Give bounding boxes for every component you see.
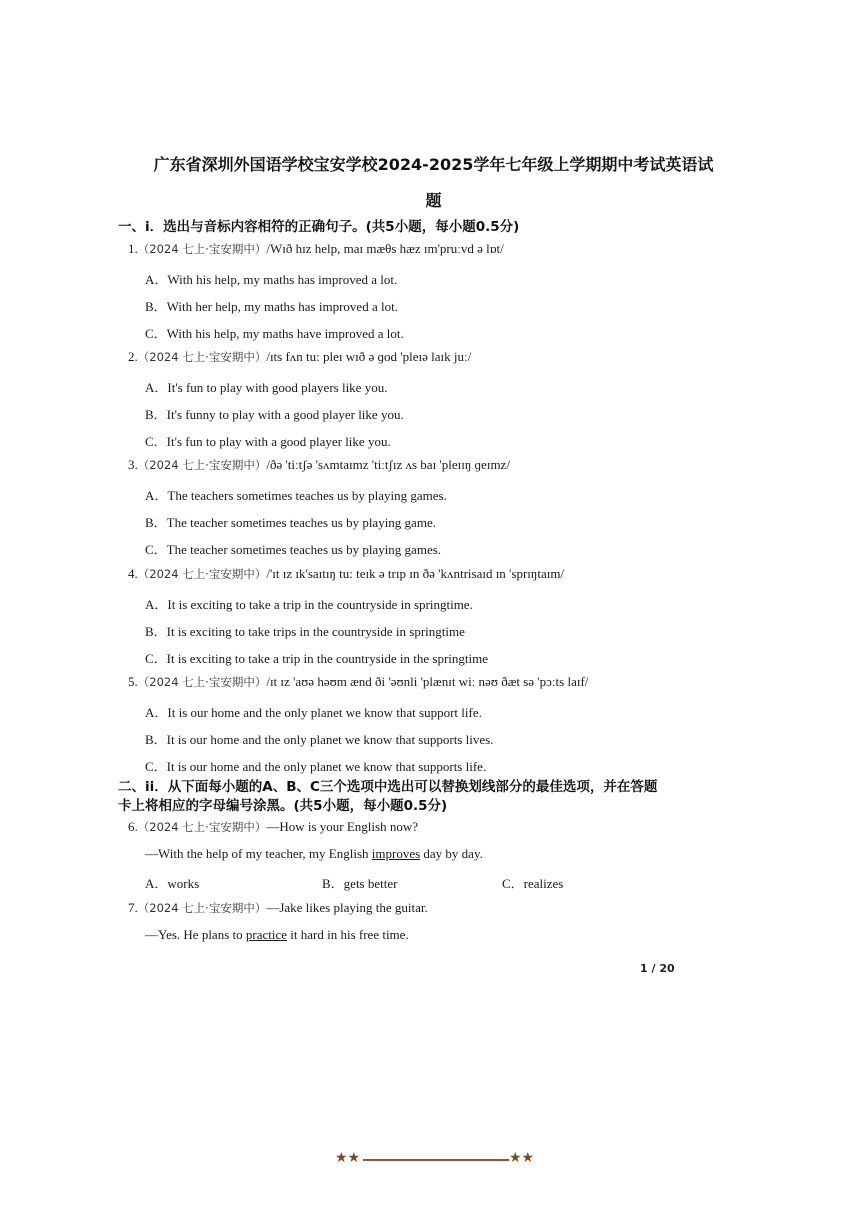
- section-1-heading: 一、i．选出与音标内容相符的正确句子。(共5小题，每小题0.5分): [118, 219, 520, 235]
- question-number: 4.: [128, 566, 138, 581]
- question-6-option-a: A．works: [145, 876, 200, 891]
- question-source: （2024 七上·宝安期中）: [137, 458, 267, 472]
- question-4-option-c: C．It is exciting to take a trip in the countryside in the springtime: [145, 651, 488, 666]
- section-2-heading-line1: 二、ii．从下面每小题的A、B、C三个选项中选出可以替换划线部分的最佳选项，并在答题: [118, 779, 658, 795]
- question-5-option-c: C．It is our home and the only planet we know that supports life.: [145, 759, 487, 774]
- exam-title-line1: 广东省深圳外国语学校宝安学校2024-2025学年七年级上学期期中考试英语试: [153, 155, 714, 174]
- question-1-option-c: C．With his help, my maths have improved a lot.: [145, 326, 404, 341]
- underlined-word: practice: [245, 927, 288, 942]
- question-source: （2024 七上·宝安期中）: [137, 567, 267, 581]
- question-5-option-a: A．It is our home and the only planet we know that support life.: [145, 705, 482, 720]
- question-6-answer-line: [145, 846, 483, 862]
- question-4-option-a: A．It is exciting to take a trip in the countryside in springtime.: [145, 597, 473, 612]
- question-number: 3.: [128, 457, 138, 472]
- question-number: 5.: [128, 674, 138, 689]
- question-6-option-b: B．gets better: [322, 876, 398, 891]
- question-6-stem: [128, 819, 418, 835]
- footer-divider: [363, 1159, 509, 1161]
- answer-text-before: —Yes. He plans to: [145, 927, 246, 942]
- phonetic-text: /ɪt ɪz 'aʊə həʊm ænd ði 'əʊnli 'plænɪt wiː nəʊ ðæt sə 'pɔːts laɪf/: [266, 674, 589, 689]
- answer-text-before: —With the help of my teacher, my English: [145, 846, 372, 861]
- phonetic-text: /Wɪð hɪz help, maɪ mæθs hæz ɪm'pruːvd ə lɒt/: [266, 241, 504, 256]
- question-3-option-a: A．The teachers sometimes teaches us by playing games.: [145, 488, 447, 503]
- question-1-option-b: B．With her help, my maths has improved a lot.: [145, 299, 398, 314]
- phonetic-text: /'ɪt ɪz ɪk'saɪtɪŋ tu: teɪk ə trɪp ɪn ðə 'kʌntrisaɪd ɪn 'sprɪŋtaɪm/: [266, 566, 565, 581]
- question-number: 6.: [128, 819, 138, 834]
- underlined-word: improves: [371, 846, 421, 861]
- page-number: 1 / 20: [640, 962, 675, 975]
- star-icon: ★★: [509, 1150, 535, 1166]
- question-2-option-a: A．It's fun to play with good players like you.: [145, 380, 388, 395]
- question-1-option-a: A．With his help, my maths has improved a lot.: [145, 272, 398, 287]
- question-3-stem: [128, 457, 510, 473]
- phonetic-text: /ðə 'tiːtʃə 'sʌmtaɪmz 'tiːtʃɪz ʌs baɪ 'pleɪɪŋ ɡeɪmz/: [266, 457, 510, 472]
- question-source: （2024 七上·宝安期中）: [137, 675, 267, 689]
- question-3-option-b: B．The teacher sometimes teaches us by playing game.: [145, 515, 436, 530]
- star-icon: ★★: [335, 1150, 361, 1166]
- question-2-option-c: C．It's fun to play with a good player like you.: [145, 434, 391, 449]
- question-1-stem: [128, 241, 504, 257]
- question-4-stem: [128, 566, 564, 582]
- question-source: （2024 七上·宝安期中）: [137, 820, 267, 834]
- question-number: 7.: [128, 900, 138, 915]
- answer-text-after: it hard in his free time.: [287, 927, 409, 942]
- section-2-heading-line2: 卡上将相应的字母编号涂黑。(共5小题，每小题0.5分): [118, 798, 448, 814]
- question-2-stem: [128, 349, 471, 365]
- phonetic-text: /ɪts fʌn tu: pleɪ wɪð ə ɡod 'pleɪə laɪk juː/: [266, 349, 472, 364]
- question-text: —Jake likes playing the guitar.: [266, 900, 428, 915]
- question-5-stem: [128, 674, 588, 690]
- question-source: （2024 七上·宝安期中）: [137, 242, 267, 256]
- question-7-answer-line: [145, 927, 409, 943]
- question-3-option-c: C．The teacher sometimes teaches us by playing games.: [145, 542, 442, 557]
- question-number: 2.: [128, 349, 138, 364]
- question-source: （2024 七上·宝安期中）: [137, 350, 267, 364]
- footer-decoration: [335, 1150, 535, 1170]
- question-source: （2024 七上·宝安期中）: [137, 901, 267, 915]
- exam-title-line2: 题: [425, 191, 442, 210]
- question-number: 1.: [128, 241, 138, 256]
- question-2-option-b: B．It's funny to play with a good player like you.: [145, 407, 404, 422]
- question-4-option-b: B．It is exciting to take trips in the countryside in springtime: [145, 624, 465, 639]
- question-6-option-c: C．realizes: [502, 876, 564, 891]
- question-5-option-b: B．It is our home and the only planet we know that supports lives.: [145, 732, 494, 747]
- answer-text-after: day by day.: [420, 846, 483, 861]
- question-7-stem: [128, 900, 428, 916]
- question-text: —How is your English now?: [266, 819, 418, 834]
